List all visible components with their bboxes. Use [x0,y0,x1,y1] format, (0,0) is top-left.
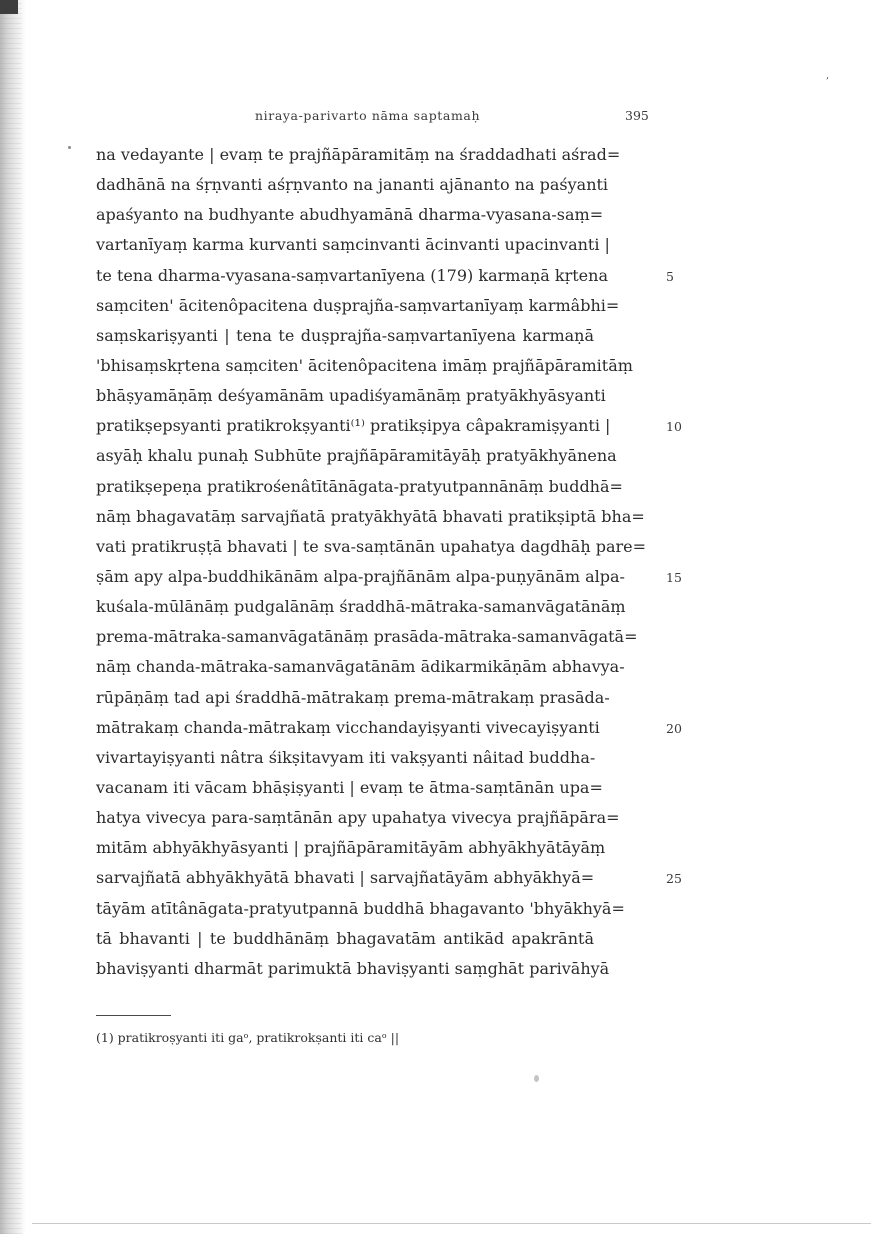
text-line-content: mitām abhyākhyāsyanti | prajñāpāramitāyām abhyākhyātāyāṃ [96,838,606,858]
text-line [96,807,620,837]
text-line [96,837,606,867]
text-line [96,325,596,355]
text-line-content: tā bhavanti | te buddhānāṃ bhagavatām antikād apakrāntā [96,928,594,948]
text-line [96,928,596,958]
line-number: 15 [666,569,682,585]
text-line-content: prema-mātraka-samanvāgatānāṃ prasāda-mātraka-samanvāgatā= [96,627,638,647]
text-line [96,777,603,807]
paper-speck [534,1075,539,1082]
text-line-content: na vedayante | evaṃ te prajñāpāramitāṃ na śraddadhati aśrad= [96,145,621,164]
text-line [96,445,617,475]
text-line [96,656,625,686]
footnote: (1) pratikroṣyanti iti gaᵒ, pratikrokṣanti iti caᵒ || [96,1030,400,1045]
text-line-content: sarvajñatā abhyākhyātā bhavati | sarvajñatāyām abhyākhyā= [96,868,595,888]
text-line-content: mātrakaṃ chanda-mātrakaṃ vicchandayiṣyanti vivecayiṣyanti [96,717,600,737]
text-line-content: hatya vivecya para-saṃtānān apy upahatya vivecya prajñāpāra= [96,808,620,828]
text-line [96,355,633,385]
text-line-content: kuśala-mūlānāṃ pudgalānāṃ śraddhā-mātraka-samanvāgatānāṃ [96,597,626,617]
text-line-content: tāyām atītânāgata-pratyutpannā buddhā bhagavanto 'bhyākhyā= [96,898,625,918]
page-number: 395 [625,108,649,123]
text-line-content: nāṃ bhagavatāṃ sarvajñatā pratyākhyātā bhavati pratikṣiptā bha= [96,506,645,526]
margin-dot-mark [68,146,71,149]
text-line [96,385,606,415]
text-line-content: vati pratikruṣṭā bhavati | te sva-saṃtānān upahatya dagdhāḥ pare= [96,536,647,556]
text-line-content: nāṃ chanda-mātraka-samanvāgatānām ādikarmikāṇām abhavya- [96,657,625,677]
text-line-content: bhaviṣyanti dharmāt parimuktā bhaviṣyanti saṃghāt parivāhyā [96,958,610,978]
text-line [96,898,625,928]
text-line [96,958,610,988]
line-number: 5 [666,268,674,284]
text-line [96,295,620,325]
line-number: 20 [666,720,682,736]
binding-texture [0,0,22,1234]
text-line [96,717,682,747]
text-line [96,204,604,234]
footnote-rule [96,1015,171,1016]
text-line-content: vacanam iti vācam bhāṣiṣyanti | evaṃ te ātma-saṃtānān upa= [96,777,603,797]
text-line [96,415,682,445]
text-line [96,596,626,626]
text-line [96,174,609,204]
text-line-content: vartanīyaṃ karma kurvanti saṃcinvanti ācinvanti upacinvanti | [96,235,610,255]
text-line [96,144,621,174]
text-line-content: pratikṣepsyanti pratikrokṣyanti⁽¹⁾ pratikṣipya câpakramiṣyanti | [96,416,611,436]
text-line-content: saṃskariṣyanti | tena te duṣprajña-saṃvartanīyena karmaṇā [96,325,594,345]
text-line-content: te tena dharma-vyasana-saṃvartanīyena (179) karmaṇā kṛtena [96,265,608,285]
text-line-content: bhāṣyamāṇāṃ deśyamānām upadiśyamānāṃ pratyākhyāsyanti [96,386,606,406]
body-text [96,144,682,988]
text-line-content: pratikṣepeṇa pratikrośenâtītānāgata-pratyutpannānāṃ buddhā= [96,476,623,496]
text-line [96,867,682,897]
running-title: niraya-parivarto nāma saptamaḥ [255,108,481,123]
text-line-content: apaśyanto na budhyante abudhyamānā dharma-vyasana-saṃ= [96,205,604,225]
text-line-content: ṣām apy alpa-buddhikānām alpa-prajñānām alpa-puṇyānām alpa- [96,566,625,586]
text-line-content: dadhānā na śṛṇvanti aśṛṇvanto na jananti ajānanto na paśyanti [96,175,609,195]
text-line-content: asyāḥ khalu punaḥ Subhūte prajñāpāramitāyāḥ pratyākhyānena [96,446,617,466]
text-line [96,234,610,264]
text-line [96,747,596,777]
scan-edge-line [32,1223,871,1224]
text-line [96,626,638,656]
margin-tick-mark: , [826,70,830,81]
scan-corner-mark [0,0,18,14]
text-line [96,566,682,596]
text-line [96,476,623,506]
text-line [96,687,610,717]
text-line-content: 'bhisaṃskṛtena saṃciten' ācitenôpacitena imāṃ prajñāpāramitāṃ [96,355,633,375]
text-line-content: rūpāṇāṃ tad api śraddhā-mātrakaṃ prema-mātrakaṃ prasāda- [96,687,610,707]
line-number: 10 [666,419,682,435]
page-header [0,108,871,128]
text-line-content: vivartayiṣyanti nâtra śikṣitavyam iti vakṣyanti nâitad buddha- [96,747,596,767]
line-number: 25 [666,871,682,887]
text-line-content: saṃciten' ācitenôpacitena duṣprajña-saṃvartanīyaṃ karmâbhi= [96,295,620,315]
text-line [96,506,645,536]
text-line [96,536,647,566]
text-line [96,265,674,295]
